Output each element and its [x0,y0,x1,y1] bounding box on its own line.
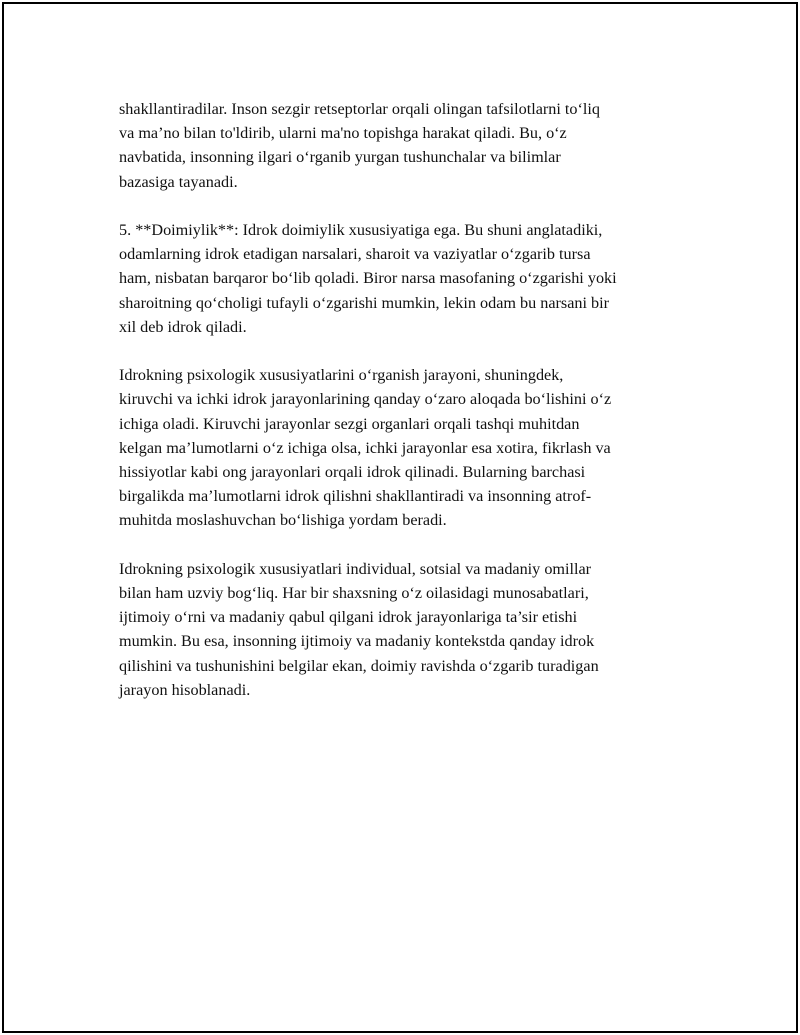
text-line: sharoitning qo‘choligi tufayli o‘zgarishi mumkin, lekin odam bu narsani bir [119,293,610,312]
text-line: xil deb idrok qiladi. [119,317,247,336]
text-line: hissiyotlar kabi ong jarayonlari orqali idrok qilinadi. Bularning barchasi [119,463,586,482]
text-line: 5. **Doimiylik**: Idrok doimiylik xususiyatiga ega. Bu shuni anglatadiki, [119,221,603,239]
text-line: Idrokning psixologik xususiyatlari individual, sotsial va madaniy omillar [119,559,592,578]
text-line: ichiga oladi. Kiruvchi jarayonlar sezgi organlari orqali tashqi muhitdan [119,414,580,433]
text-line: navbatida, insonning ilgari o‘rganib yurgan tushunchalar va bilimlar [119,148,561,167]
text-line: kelgan ma’lumotlarni o‘z ichiga olsa, ichki jarayonlar esa xotira, fikrlash va [119,438,611,457]
text-line: ijtimoiy o‘rni va madaniy qabul qilgani idrok jarayonlariga ta’sir etishi [119,608,578,627]
text-line: odamlarning idrok etadigan narsalari, sharoit va vaziyatlar o‘zgarib tursa [119,245,591,264]
text-line: Idrokning psixologik xususiyatlarini o‘rganish jarayoni, shuningdek, [119,366,564,385]
text-line: muhitda moslashuvchan bo‘lishiga yordam beradi. [119,511,447,530]
text-line: mumkin. Bu esa, insonning ijtimoiy va madaniy kontekstda qanday idrok [119,632,595,651]
paragraph-1 [119,97,689,194]
text-line: kiruvchi va ichki idrok jarayonlarining qanday o‘zaro aloqada bo‘lishini o‘z [119,390,612,409]
text-line: ham, nisbatan barqaror bo‘lib qoladi. Biror narsa masofaning o‘zgarishi yoki [119,269,617,288]
text-line: birgalikda ma’lumotlarni idrok qilishni shakllantiradi va insonning atrof- [119,487,592,506]
document-page [2,2,798,1033]
text-line: va ma’no bilan to'ldirib, ularni ma'no topishga harakat qiladi. Bu, o‘z [119,124,567,143]
paragraph-4 [119,557,689,702]
text-line: jarayon hisoblanadi. [119,680,251,699]
document-body [119,97,689,726]
text-line: shakllantiradilar. Inson sezgir retseptorlar orqali olingan tafsilotlarni to‘liq [119,100,600,118]
paragraph-3 [119,363,689,532]
text-line: bazasiga tayanadi. [119,172,238,191]
text-line: qilishini va tushunishini belgilar ekan, doimiy ravishda o‘zgarib turadigan [119,656,599,675]
text-line: bilan ham uzviy bog‘liq. Har bir shaxsning o‘z oilasidagi munosabatlari, [119,584,589,603]
paragraph-2 [119,218,689,339]
